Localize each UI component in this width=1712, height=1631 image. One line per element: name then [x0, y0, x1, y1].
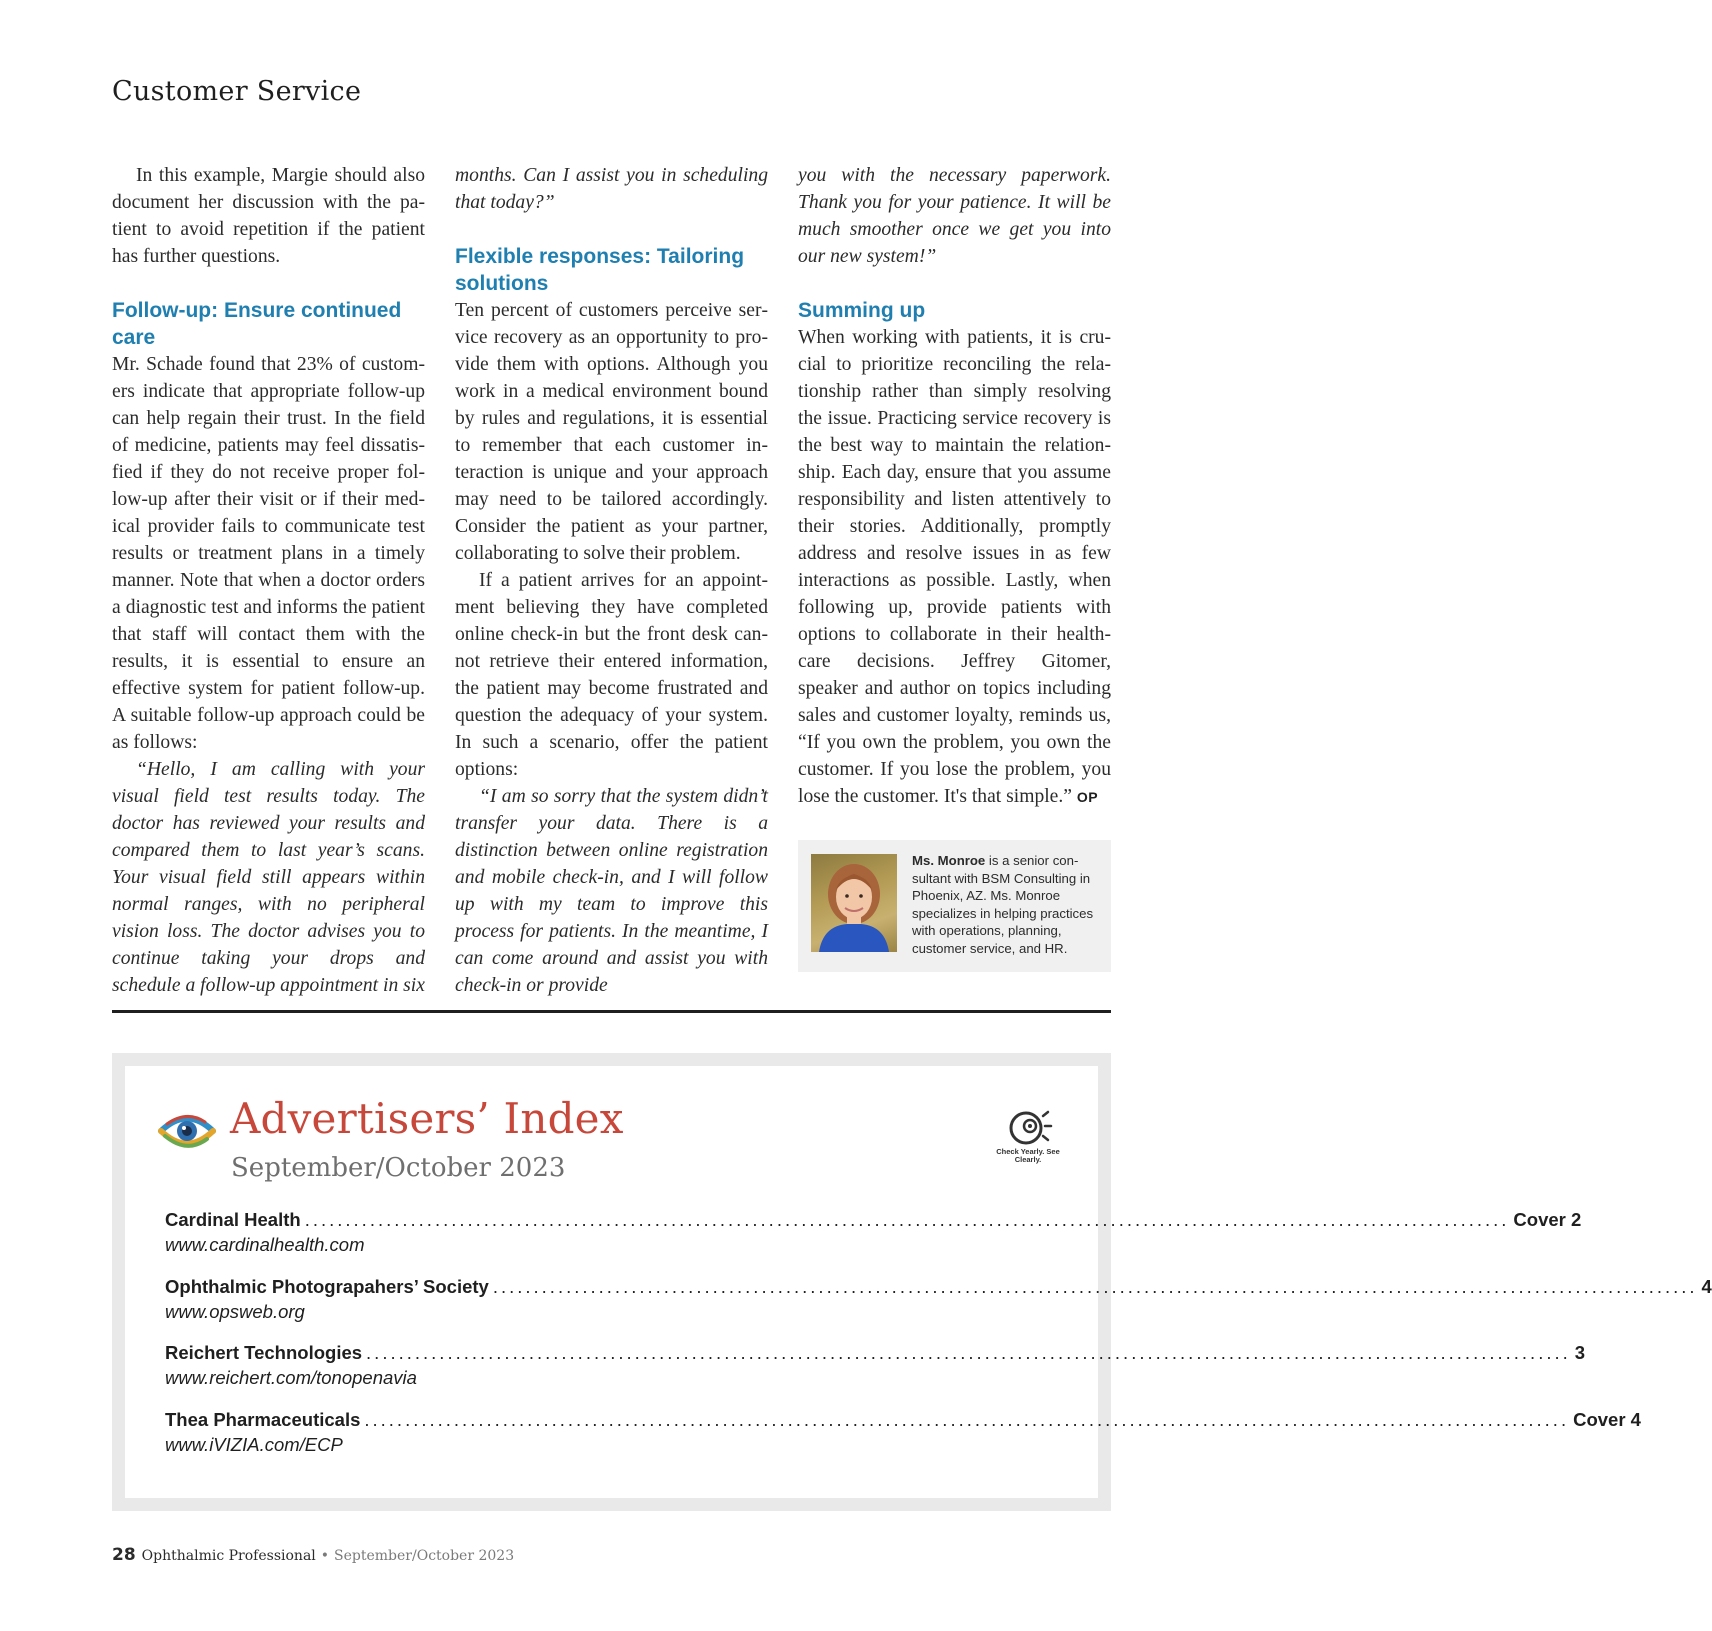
author-name: Ms. Monroe: [912, 853, 986, 868]
paragraph: [798, 324, 1111, 811]
eye-exam-icon: [988, 1106, 1068, 1148]
closing-paragraph-text: When working with patients, it is crucial to prioritize reconciling the relationship rather than simply resolving the issue. Practicing service recovery is the best way to maintain the relationship. Each day, ensure that you assume responsibility and listen attentively to their stories. Additionally, promptly address and resolve issues in as few interactions as possible. Lastly, when following up, provide patients with options to collaborate in their healthcare decisions. Jeffrey Gitomer, speaker and author on topics including sales and customer loyalty, reminds us, “If you own the problem, you own the customer. If you lose the problem, you lose the customer. It's that simple.”: [798, 327, 1111, 807]
advertiser-page: Cover 2: [1513, 1209, 1582, 1230]
leader-dots: ....................................................................................................................................................: [364, 1409, 1570, 1430]
footer-separator: •: [320, 1548, 330, 1564]
article-column-3: [798, 162, 1111, 811]
advertisers-index-panel: [125, 1066, 1712, 1498]
advertiser-entry: [165, 1409, 1641, 1456]
quote-paragraph: months. Can I assist you in scheduling that today?”: [455, 165, 768, 213]
advertisers-index: [112, 1053, 1712, 1511]
leader-dots: ....................................................................................................................................................: [304, 1209, 1510, 1230]
paragraph: Ten percent of customers perceive service recovery as an opportunity to provide them with options. Although you work in a medical environment bound by rules and regulations, it is essential to remember that each customer interaction is unique and your approach may need to be tailored accordingly. Consider the patient as your partner, collaborating to solve their problem.: [455, 300, 768, 564]
article-column-2: [455, 162, 768, 999]
page-number: 28: [112, 1545, 136, 1565]
author-bio-box: [798, 840, 1111, 972]
advertiser-name: Cardinal Health: [165, 1209, 301, 1230]
advertiser-page: 3: [1574, 1342, 1586, 1363]
leader-dots: ....................................................................................................................................................: [492, 1276, 1698, 1297]
section-divider: [112, 1010, 1111, 1013]
advertiser-entry: [165, 1342, 1586, 1389]
page-footer: [112, 1545, 514, 1565]
advertiser-page: Cover 4: [1573, 1409, 1641, 1430]
advertiser-page: 4: [1701, 1276, 1712, 1297]
section-title: Customer Service: [112, 76, 362, 107]
advertiser-url[interactable]: www.reichert.com/tonopenavia: [165, 1367, 417, 1388]
quote-paragraph: “I am so sorry that the system didn’t transfer your data. There is a distinction between online registration and mobile check-in, and I will follow up with my team to improve this process for patients. In the meantime, I can come around and assist you with check-in or provide: [455, 786, 768, 996]
end-mark: OP: [1076, 789, 1099, 805]
paragraph: In this example, Margie should also document her discussion with the patient to avoid repetition if the patient has further questions.: [112, 165, 425, 267]
subheading-flexible-responses: Flexible responses: Tailoring solutions: [455, 245, 745, 295]
leader-dots: ....................................................................................................................................................: [366, 1342, 1571, 1363]
author-photo: [811, 854, 897, 952]
advertiser-name: Reichert Technologies: [165, 1342, 363, 1363]
quote-paragraph: “Hello, I am calling with your visual field test results today. The doctor has reviewed your results and compared them to last year’s scans. Your visual field still appears within normal ranges, with no peripheral vision loss. The doctor advises you to continue taking your drops and schedule a follow-up appointment in six: [112, 759, 425, 996]
advertiser-url[interactable]: www.iVIZIA.com/ECP: [165, 1434, 343, 1455]
advertiser-name: Ophthalmic Photograpahers’ Society: [165, 1276, 489, 1297]
author-bio-description: is a senior consultant with BSM Consulting in Phoenix, AZ. Ms. Monroe specializes in helping practices with operations, planning, customer service, and HR.: [912, 853, 1094, 956]
issue-date: September/October 2023: [334, 1548, 515, 1564]
article-column-1: [112, 162, 425, 999]
author-bio-text: [912, 852, 1102, 957]
advertisers-index-issue: September/October 2023: [231, 1153, 566, 1183]
advertiser-url[interactable]: www.opsweb.org: [165, 1301, 305, 1322]
subheading-summing-up: Summing up: [798, 299, 926, 322]
publication-name: Ophthalmic Professional: [141, 1548, 316, 1564]
quote-paragraph: you with the necessary paperwork. Thank you for your patience. It will be much smoother once we get you into our new system!”: [798, 165, 1111, 267]
advertisers-index-title: Advertisers’ Index: [230, 1094, 624, 1143]
advertiser-url[interactable]: www.cardinalhealth.com: [165, 1234, 365, 1255]
eye-logo-icon: [157, 1106, 217, 1156]
paragraph: If a patient arrives for an appointment believing they have completed online check-in but the front desk cannot retrieve their entered information, the patient may become frustrated and question the adequacy of your system. In such a scenario, offer the patient options:: [455, 570, 768, 780]
advertiser-name: Thea Pharmaceuticals: [165, 1409, 361, 1430]
advertiser-entry: [165, 1209, 1582, 1256]
paragraph: Mr. Schade found that 23% of customers indicate that appropriate follow-up can help regain their trust. In the field of medicine, patients may feel dissatisfied if they do not receive proper follow-up after their visit or if their medical provider fails to communicate test results or treatment plans in a timely manner. Note that when a doctor orders a diagnostic test and informs the patient that staff will contact them with the results, it is essential to ensure an effective system for patient follow-up. A suitable follow-up approach could be as follows:: [112, 354, 425, 753]
subheading-follow-up: Follow-up: Ensure continued care: [112, 299, 402, 349]
advertiser-entry: [165, 1276, 1712, 1323]
badge-slogan: Check Yearly. See Clearly.: [996, 1147, 1060, 1164]
check-yearly-badge: [988, 1106, 1068, 1176]
